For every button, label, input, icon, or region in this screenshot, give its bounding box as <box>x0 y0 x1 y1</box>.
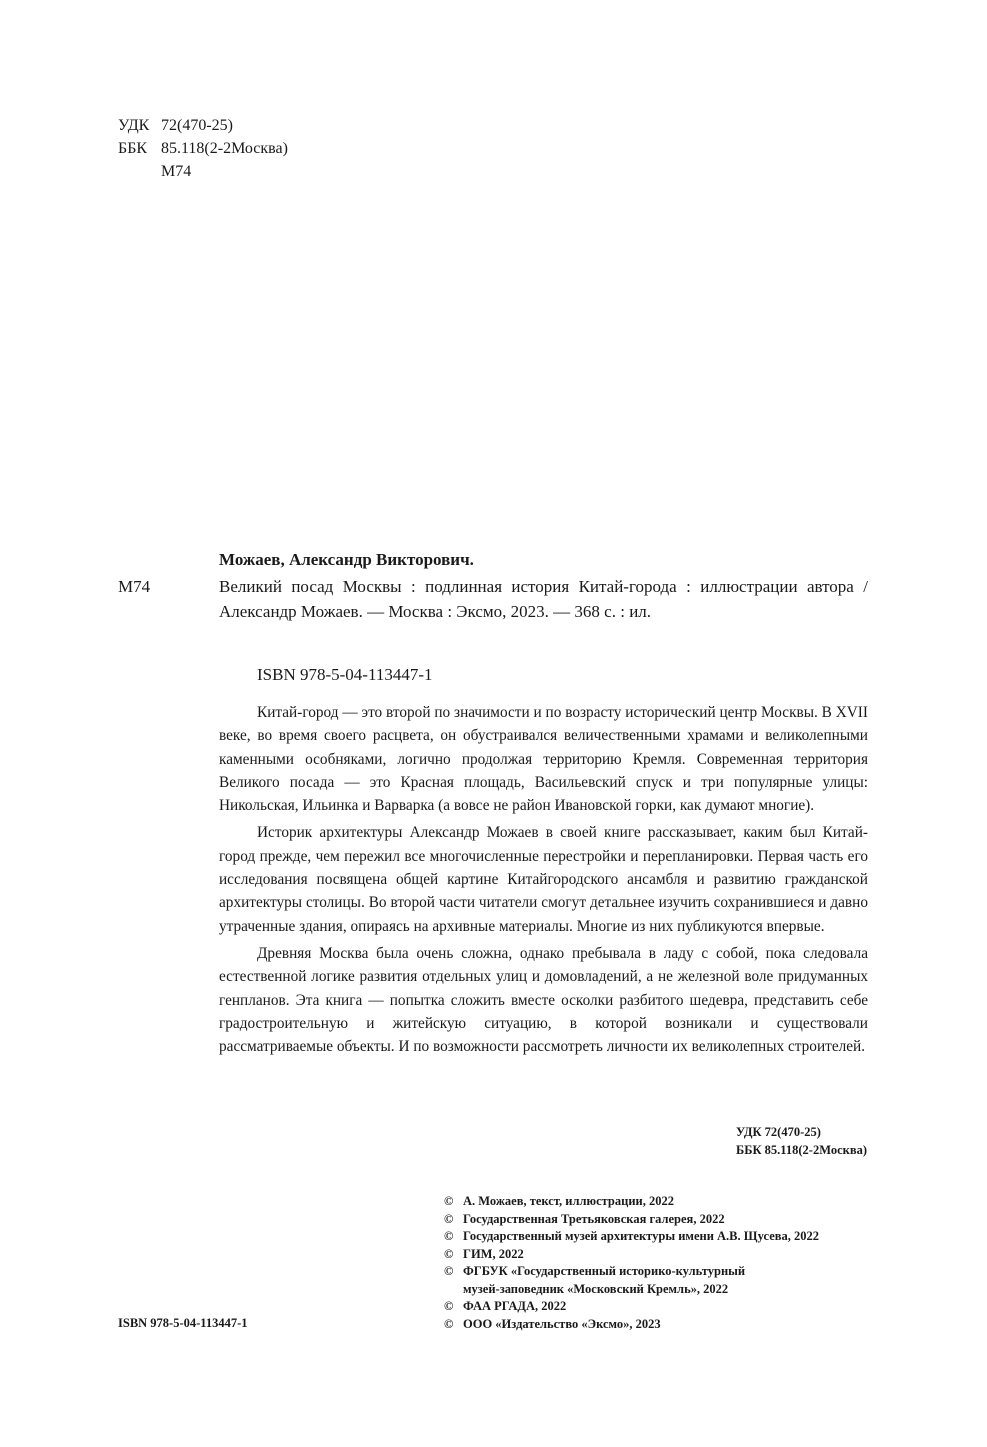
copyright-symbol: © <box>444 1264 454 1278</box>
udk-bold: УДК 72(470-25) <box>735 1125 821 1139</box>
copyright-symbol: © <box>444 1246 454 1261</box>
isbn-footer: ISBN 978-5-04-113447-1 <box>118 1316 248 1330</box>
copyright-item: Государственная Третьяковская галерея, 2022 <box>463 1211 725 1226</box>
bbk-bold: ББК 85.118(2-2Москва) <box>735 1143 867 1157</box>
copyright-item: ООО «Издательство «Эксмо», 2023 <box>463 1316 661 1331</box>
annotation <box>219 701 868 1062</box>
record-mark: М74 <box>118 577 151 596</box>
author-heading: Можаев, Александр Викторович. <box>219 550 474 569</box>
udk-label: УДК <box>118 117 150 134</box>
copyright-continuation: музей-заповедник «Московский Кремль», 2022 <box>463 1281 729 1296</box>
bbk-label: ББК <box>118 140 148 157</box>
copyright-item: ФАА РГАДА, 2022 <box>463 1299 567 1313</box>
copyright-symbol: © <box>444 1316 454 1331</box>
copyright-item: Государственный музей архитектуры имени А.В. Щусева, 2022 <box>463 1229 819 1243</box>
copyright-symbol: © <box>444 1194 454 1208</box>
copyright-symbol: © <box>444 1229 454 1243</box>
copyright-item: ГИМ, 2022 <box>463 1246 524 1261</box>
annotation-paragraph: Китай-город — это второй по значимости и по возрасту исторический центр Москвы. В XVII веке, во время своего расцвета, он обустраивался величественными храмами и великолепными каменными особняками, логично продолжая территорию Кремля. Современная территория Великого посада — это Красная площадь, Васильевский спуск и три популярные улицы: Никольская, Ильинка и Варварка (а вовсе не район Ивановской горки, как думают многие). <box>219 704 868 815</box>
copyright-item: А. Можаев, текст, иллюстрации, 2022 <box>463 1194 674 1208</box>
udk-value: 72(470-25) <box>161 117 233 134</box>
copyright-item: ФГБУК «Государственный историко-культурный <box>463 1264 746 1278</box>
author-mark: М74 <box>161 163 192 180</box>
classification-block <box>118 114 288 183</box>
annotation-paragraph: Древняя Москва была очень сложна, однако пребывала в ладу с собой, пока следовала естественной логике развития отдельных улиц и домовладений, а не железной воле придуманных генпланов. Эта книга — попытка сложить вместе осколки разбитого шедевра, представить себе градостроительную и житейскую ситуацию, в которой возникали и существовали рассматриваемые объекты. И по возможности рассмотреть личности их великолепных строителей. <box>219 944 868 1056</box>
bibliographic-description: Великий посад Москвы : подлинная история Китай-города : иллюстрации автора / Александр Можаев. — Москва : Эксмо, 2023. — 368 с. : ил. <box>219 577 868 621</box>
classification-summary <box>736 1123 867 1159</box>
copyright-symbol: © <box>444 1299 454 1313</box>
copyright-symbol: © <box>444 1211 454 1226</box>
annotation-paragraph: Историк архитектуры Александр Можаев в своей книге рассказывает, каким был Китай-город прежде, чем пережил все многочисленные перестройки и перепланировки. Первая часть его исследования посвящена общей картине Китайгородского ансамбля и развитию гражданской архитектуры столицы. Во второй части читатели смогут детальнее изучить сохранившиеся и давно утраченные здания, опираясь на архивные материалы. Многие из них публикуются впервые. <box>219 824 868 935</box>
isbn-main: ISBN 978-5-04-113447-1 <box>257 665 433 684</box>
bbk-value: 85.118(2-2Москва) <box>161 140 288 157</box>
copyright-block <box>444 1193 819 1333</box>
